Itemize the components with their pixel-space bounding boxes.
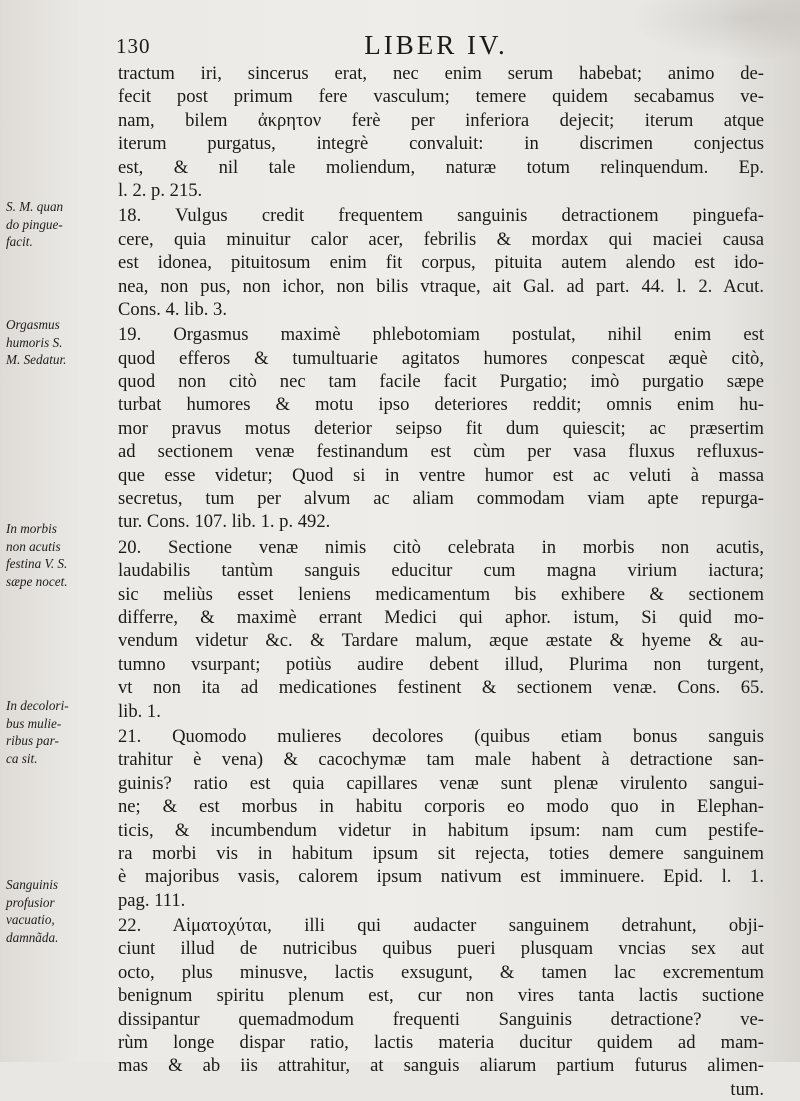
text-line: benignum spiritu plenum est, cur non vires tanta lactis suctione bbox=[118, 985, 764, 1007]
text-line: est, & nil tale moliendum, naturæ totum relinquendum. Ep. bbox=[118, 156, 764, 178]
text-line: guinis? ratio est quia capillares venæ sunt plenæ virulento sangui- bbox=[118, 772, 764, 794]
margin-note-line: Orgasmus bbox=[6, 317, 60, 332]
text-line: cere, quia minuitur calor acer, febrilis & mordax qui maciei causa bbox=[118, 228, 764, 250]
margin-note-line: vacuatio, bbox=[6, 912, 55, 927]
margin-note-line: ca sit. bbox=[6, 750, 38, 766]
margin-note-line: do pingue- bbox=[6, 216, 63, 232]
text-line: sic meliùs esset leniens medicamentum bis exhibere & sectionem bbox=[118, 583, 764, 605]
margin-note bbox=[6, 198, 124, 251]
margin-note bbox=[6, 520, 124, 590]
text-line: lib. 1. bbox=[118, 700, 161, 722]
margin-note-line: bus mulie- bbox=[6, 715, 62, 731]
text-line: iterum purgatus, integrè convaluit: in discrimen conjectus bbox=[118, 133, 764, 155]
text-line: quod non citò nec tam facile facit Purgatio; imò purgatio sæpe bbox=[118, 371, 764, 393]
paragraph bbox=[118, 725, 764, 912]
paragraph bbox=[118, 914, 764, 1101]
text-line: differre, & maximè errant Medici qui aphor. istum, Si quid mo- bbox=[118, 606, 764, 628]
text-line: ra morbi vis in habitum ipsum sit rejecta, toties demere sanguinem bbox=[118, 842, 764, 864]
text-line: 20. Sectione venæ nimis citò celebrata in morbis non acutis, bbox=[118, 536, 764, 558]
text-line: fecit post primum fere vasculum; temere quidem secabamus ve- bbox=[118, 86, 764, 108]
text-line: 19. Orgasmus maximè phlebotomiam postulat, nihil enim est bbox=[118, 324, 764, 346]
text-line: quod efferos & tumultuarie agitatos humores conpescat æquè citò, bbox=[118, 347, 764, 369]
paragraph bbox=[118, 204, 764, 321]
main-text bbox=[118, 62, 764, 1101]
margin-note-line: In morbis bbox=[6, 521, 57, 536]
text-line: rùm longe dispar ratio, lactis materia ducitur quidem ad mam- bbox=[118, 1032, 764, 1054]
margin-note-line: facit. bbox=[6, 234, 33, 249]
text-line: tum. bbox=[730, 1078, 764, 1100]
text-line: vendum videtur &c. & Tardare malum, æque æstate & hyeme & au- bbox=[118, 630, 764, 652]
text-line: est idonea, pituitosum enim fit corpus, pituita autem alendo est ido- bbox=[118, 252, 764, 274]
text-line: Cons. 4. lib. 3. bbox=[118, 298, 227, 320]
text-line: tractum iri, sincerus erat, nec enim serum habebat; animo de- bbox=[118, 63, 764, 84]
text-line: mas & ab iis attrahitur, at sanguis aliarum partium futurus alimen- bbox=[118, 1055, 764, 1077]
margin-note-line: festina V. S. bbox=[6, 556, 68, 571]
text-line: que esse videtur; Quod si in ventre humor est ac veluti à massa bbox=[118, 464, 764, 486]
text-line: dissipantur quemadmodum frequenti Sanguinis detractione? ve- bbox=[118, 1008, 764, 1030]
text-line: ticis, & incumbendum videtur in habitum ipsum: nam cum pestife- bbox=[118, 819, 764, 841]
text-line: ne; & est morbus in habitu corporis eo modo quo in Elephan- bbox=[118, 796, 764, 818]
text-line: trahitur è vena) & cacochymæ tam male habent à detractione san- bbox=[118, 749, 764, 771]
text-line: l. 2. p. 215. bbox=[118, 179, 203, 201]
text-line: nam, bilem ἀκρητον ferè per inferiora dejecit; iterum atque bbox=[118, 109, 764, 131]
text-line: 18. Vulgus credit frequentem sanguinis detractionem pinguefa- bbox=[118, 205, 764, 227]
paragraph bbox=[118, 323, 764, 534]
paragraph bbox=[118, 62, 764, 202]
text-line: ciunt illud de nutricibus quibus pueri plusquam vncias sex aut bbox=[118, 938, 764, 960]
margin-note-line: damnãda. bbox=[6, 929, 59, 945]
text-line: pag. 111. bbox=[118, 889, 186, 911]
margin-note-line: sæpe nocet. bbox=[6, 573, 68, 589]
margin-note-line: profusior bbox=[6, 894, 55, 910]
text-line: è majoribus vasis, calorem ipsum nativum est imminuere. Epid. l. 1. bbox=[118, 866, 764, 888]
text-line: 22. Αἱματοχύται, illi qui audacter sanguinem detrahunt, obji- bbox=[118, 915, 764, 937]
margin-note-line: non acutis bbox=[6, 538, 61, 554]
text-line: 21. Quomodo mulieres decolores (quibus etiam bonus sanguis bbox=[118, 725, 764, 747]
margin-note-line: humoris S. bbox=[6, 334, 63, 350]
text-line: mor pravus motus deterior seipso fit dum quiescit; ac præsertim bbox=[118, 417, 764, 439]
page-number: 130 bbox=[116, 34, 151, 58]
text-line: tur. Cons. 107. lib. 1. p. 492. bbox=[118, 511, 331, 533]
paragraph bbox=[118, 536, 764, 723]
margin-note-line: M. Sedatur. bbox=[6, 352, 67, 367]
text-line: turbat humores & motu ipso deteriores reddit; omnis enim hu- bbox=[118, 394, 764, 416]
text-line: nea, non pus, non ichor, non bilis vtraque, ait Gal. ad part. 44. l. 2. Acut. bbox=[118, 275, 764, 297]
margin-note bbox=[6, 316, 124, 369]
text-line: octo, plus minusve, lactis exsugunt, & tamen lac excrementum bbox=[118, 961, 764, 983]
margin-note-line: S. M. quan bbox=[6, 199, 64, 214]
text-line: secretus, tum per alvum ac aliam commodam viam apte repurga- bbox=[118, 488, 764, 510]
text-line: tumno vsurpant; potiùs audire debent illud, Plurima non turgent, bbox=[118, 653, 764, 675]
margin-note-line: In decolori- bbox=[6, 698, 69, 713]
margin-note bbox=[6, 876, 124, 946]
text-line: ad sectionem venæ festinandum est cùm per vasa fluxus refluxus- bbox=[118, 441, 764, 463]
page-header bbox=[116, 30, 756, 64]
margin-note-line: ribus par- bbox=[6, 733, 59, 748]
text-line: laudabilis tantùm sanguis educitur cum magna virium iactura; bbox=[118, 560, 764, 582]
margin-note bbox=[6, 697, 124, 767]
running-title: LIBER IV. bbox=[364, 30, 508, 60]
margin-note-line: Sanguinis bbox=[6, 877, 59, 892]
text-line: vt non ita ad medicationes festinent & sectionem venæ. Cons. 65. bbox=[118, 677, 764, 699]
